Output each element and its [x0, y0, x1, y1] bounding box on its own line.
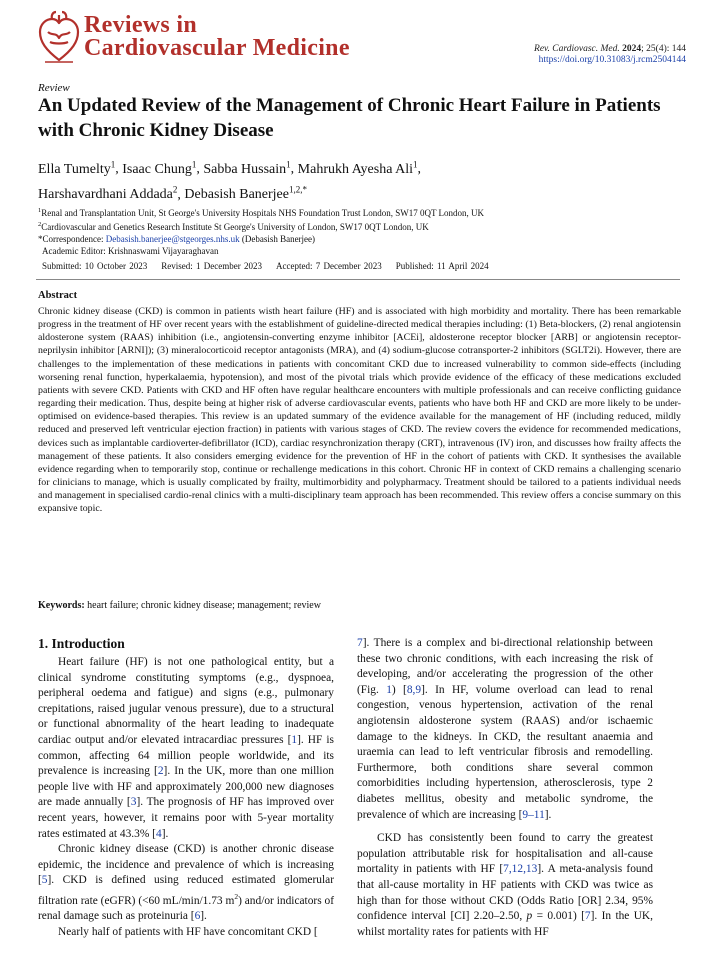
section-heading: 1. Introduction: [38, 636, 125, 651]
journal-name-line1: Reviews in: [84, 12, 197, 38]
article-type: Review: [38, 82, 70, 94]
heart-logo-icon: [36, 10, 82, 66]
date-submitted: Submitted: 10 October 2023: [42, 261, 148, 271]
affiliation-2: $^2$Cardiovascular and Genetics Research Institute St George's University of London, SW17 0QT London, UK: [38, 221, 429, 232]
citation-ref[interactable]: 1: [291, 733, 298, 746]
body-column-left: [38, 636, 334, 940]
doi-link[interactable]: https://doi.org/10.31083/j.rcm2504144: [538, 55, 686, 65]
academic-editor: Academic Editor: Krishnaswami Vijayaraghavan: [42, 246, 219, 256]
paragraph: Heart failure (HF) is not one pathological entity, but a clinical syndrome constituting symptoms (e.g., dyspnoea, peripheral oedema and fatigue) and signs (e.g., pulmonary crepitations, raised jugular venous pressure), due to a structural or functional abnormality of the heart leading to inadequate cardiac output and/or elevated intracardiac pressures [1]. HF is common, affecting 64 million people worldwide, and its prevalence is increasing [2]. In the UK, more than one million people live with HF and approximately 200,000 new diagnoses are made annually [3]. The prognosis of HF has improved over recent years, however, it remains poor with 5-year mortality rates estimated at 43.3% [4].: [38, 656, 334, 840]
article-dates: [42, 261, 503, 271]
article-title: An Updated Review of the Management of Chronic Heart Failure in Patients with Chronic Kidney Disease: [38, 95, 661, 141]
keywords-label: Keywords:: [38, 600, 85, 611]
journal-header: [36, 10, 686, 70]
paragraph: Nearly half of patients with HF have concomitant CKD [: [58, 925, 318, 938]
author-list: Ella Tumelty$^1$, Isaac Chung$^1$, Sabba Hussain$^1$, Mahrukh Ayesha Ali$^1$, Harshavardhani Addada$^2$, Debasish Banerjee$^{1,2,*}$: [38, 159, 422, 203]
journal-name-line2: Cardiovascular Medicine: [84, 35, 350, 61]
divider: [36, 279, 680, 280]
author[interactable]: Debasish Banerjee$^{1,2,*}$: [184, 184, 307, 203]
affiliations: [38, 205, 678, 257]
paragraph-continued: 7]. There is a complex and bi-directional relationship between these two chronic conditions, with each increasing the risk of developing, and/or accelerating the progression of the other (Fig. 1) [8,9]. In HF, volume overload can lead to renal congestion, venous hypertension, activation of the renal angiotensin aldosterone system (RAAS) and/or ischaemic damage to the kidneys. In CKD, the resultant anaemia and uraemia can lead to left ventricular fibrosis and remodelling. Furthermore, both conditions share several common comorbidities including hypertension, atherosclerosis, type 2 diabetes mellitus, obesity and metabolic syndrome, the prevalence of which are increasing [9–11].: [357, 637, 654, 821]
citation-ref[interactable]: 7: [357, 637, 363, 649]
author[interactable]: Sabba Hussain$^1$: [203, 159, 291, 177]
citation-ref[interactable]: 7,12,13: [503, 863, 538, 876]
correspondence-email[interactable]: Debasish.banerjee@stgeorges.nhs.uk: [105, 234, 240, 244]
correspondence: *Correspondence: Debasish.banerjee@stgeorges.nhs.uk (Debasish Banerjee): [38, 234, 316, 244]
author[interactable]: Harshavardhani Addada$^2$: [38, 184, 178, 203]
affiliation-1: $^1$Renal and Transplantation Unit, St George's University Hospitals NHS Foundation Trust London, SW17 0QT London, UK: [38, 207, 485, 218]
citation-ref[interactable]: 7: [584, 910, 591, 923]
citation-ref[interactable]: 6: [194, 910, 201, 923]
author[interactable]: Mahrukh Ayesha Ali$^1$: [297, 159, 418, 177]
citation-ref[interactable]: 9–11: [522, 808, 545, 821]
abstract-heading: Abstract: [38, 290, 78, 301]
citation-journal: Rev. Cardiovasc. Med.: [534, 44, 620, 54]
author[interactable]: Ella Tumelty$^1$: [38, 159, 116, 177]
figure-ref[interactable]: 1: [386, 683, 392, 696]
citation-year: 2024: [622, 44, 642, 54]
citation-ref[interactable]: 8,9: [406, 683, 422, 696]
citation-ref[interactable]: 3: [130, 796, 137, 809]
keywords-text: heart failure; chronic kidney disease; management; review: [84, 600, 321, 611]
journal-name: [84, 14, 350, 60]
citation-ref[interactable]: 5: [41, 874, 48, 887]
abstract-text: Chronic kidney disease (CKD) is common in patients wisth heart failure (HF) and is associated with high morbidity and mortality. There has been remarkable progress in the treatment of HF over recent years with the establishment of guideline-directed medical therapies including: (1) Beta-blockers, (2) renal angiotensin aldosterone system (RAAS) inhibition (i.e., angiotensin-converting enzyme inhibitor [ACEi], aldosterone receptor blocker [ARB] or angiotensin receptor-neprilysin inhibitor [ARNI]); (3) mineralocorticoid receptor antagonists (MRA), and (4) sodium-glucose cotransporter-2 inhibitors (SGLT2i). However, there are challenges to the implementation of these medications in patients with concomitant CKD due to increased vulnerability to common side-effects (including worsening renal function, hyperkalaemia, hypotension), and most of the pivotal trials which provide evidence of the efficacy of these medications excluded patients with severe CKD. Patients with CKD and HF often have regular healthcare encounters with multiple professionals and can receive conflicting guidance regarding their medication. Thus, despite being at higher risk of adverse cardiovascular events, patients who have both HF and CKD are more likely to be under-optimised on evidence-based therapies. This review is an updated summary of the evidence available for the management of HF (including reduced, mildly reduced and preserved left ventricular ejection fraction) in patients with various stages of CKD. The review covers the evidence for recommended medications, devices such as implantable cardioverter-defibrillator (ICD), cardiac resynchronization therapy (CRT), intravenous (IV) iron, and discusses how frailty affects the management of these patients. It also considers emerging evidence for the prevention of HF in the cohort of patients with CKD. It synthesises the available evidence regarding when to temporarily stop, continue or rechallenge medications in this cohort. Chronic HF in context of CKD remains a challenging scenario for clinicians to manage, which is usually complicated by frailty, multimorbidity and polypharmacy. Treatment should be tailored to a patients individual needs and management in specialised cardio-renal clinics with a multi-disciplinary team approach has been recommended. This review offers a concise summary on this expansive topic.: [38, 306, 681, 515]
date-published: Published: 11 April 2024: [395, 261, 489, 271]
keywords: [38, 600, 321, 611]
author[interactable]: Isaac Chung$^1$: [122, 159, 197, 177]
body-column-right: [357, 636, 653, 940]
paragraph: Chronic kidney disease (CKD) is another chronic disease epidemic, the incidence and prevalence of which is increasing [5]. CKD is defined using reduced estimated glomerular filtration rate (eGFR) (<60 mL/min/1.73 $m^2$) and/or indicators of renal damage such as proteinuria [6].: [38, 843, 334, 923]
citation-volume: ; 25(4): 144: [641, 44, 686, 54]
citation-ref[interactable]: 2: [157, 765, 164, 778]
date-accepted: Accepted: 7 December 2023: [275, 261, 382, 271]
paragraph: CKD has consistently been found to carry the greatest population attributable risk for hospitalisation and all-cause mortality in patients with HF [7,12,13]. A meta-analysis found that all-cause mortality in HF patients with CKD was twice as high than for those without CKD (Odds Ratio [OR] 2.34, 95% confidence interval [CI] 2.20–2.50, p = 0.001) [7]. In the UK, whilst mortality rates for patients with HF: [357, 832, 654, 938]
citation-ref[interactable]: 4: [155, 827, 162, 840]
citation-block: [534, 44, 686, 66]
date-revised: Revised: 1 December 2023: [161, 261, 262, 271]
